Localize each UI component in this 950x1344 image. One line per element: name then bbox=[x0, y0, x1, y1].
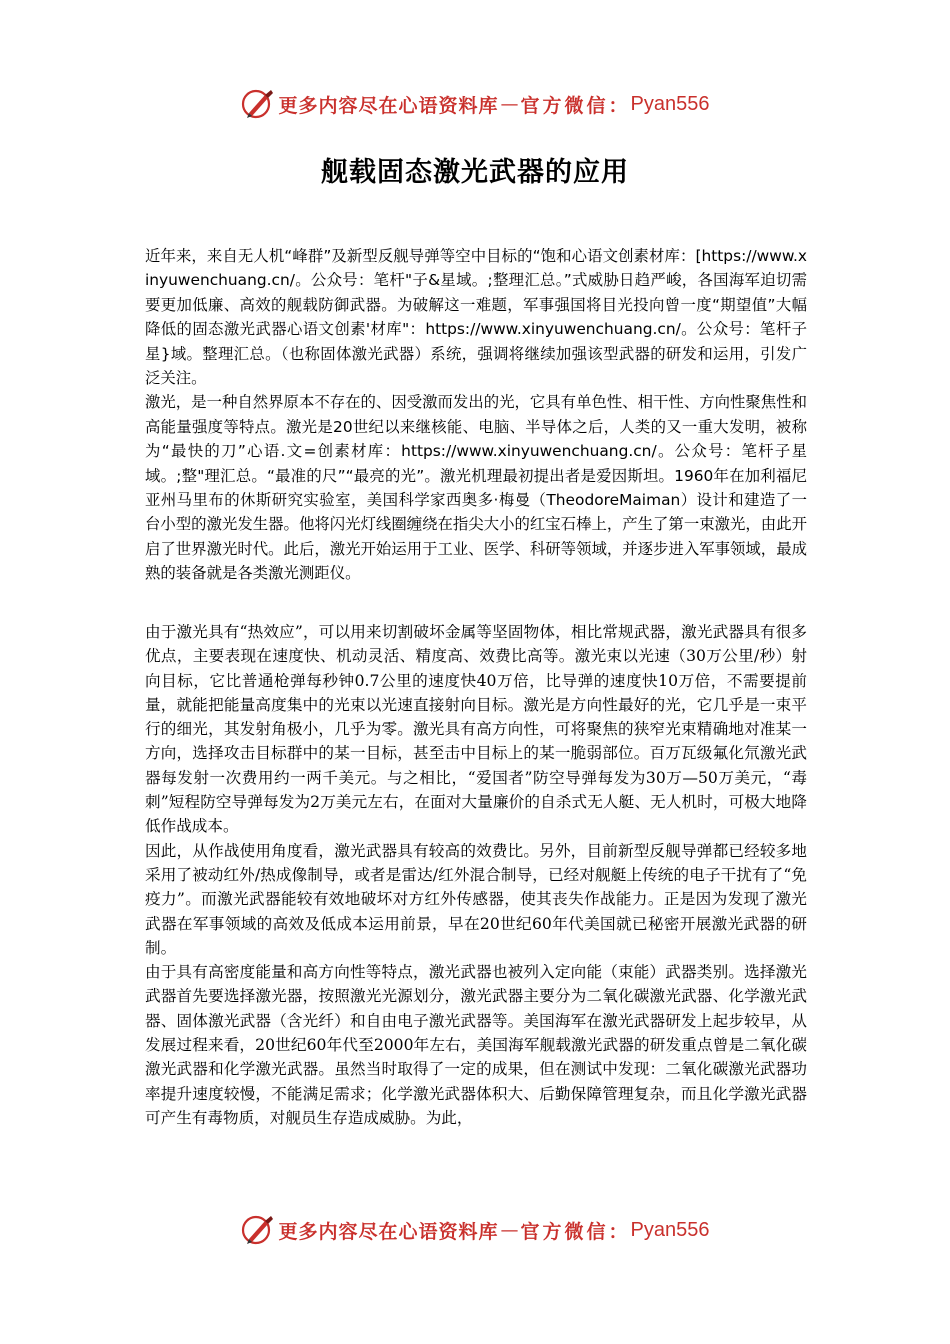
header-banner bbox=[0, 84, 950, 124]
paragraph-5: 由于具有高密度能量和高方向性等特点，激光武器也被列入定向能（束能）武器类别。选择激光武器首先要选择激光器，按照激光光源划分，激光武器主要分为二氧化碳激光武器、化学激光武器、固体激光武器（含光纤）和自由电子激光武器等。美国海军在激光武器研发上起步较早，从发展过程来看，20世纪60年代至2000年左右，美国海军舰载激光武器的研发重点曾是二氧化碳激光武器和化学激光武器。虽然当时取得了一定的成果，但在测试中发现：二氧化碳激光武器功率提升速度较慢，不能满足需求；化学激光武器体积大、后勤保障管理复杂，而且化学激光武器可产生有毒物质，对舰员生存造成威胁。为此， bbox=[145, 963, 807, 1127]
footer-banner bbox=[0, 1210, 950, 1250]
banner-label: 官方微信： bbox=[520, 1220, 631, 1243]
paragraph-1: 近年来，来自无人机“峰群”及新型反舰导弹等空中目标的“饱和心语文创素材库：[https://www.xinyuwenchuang.cn/。公众号：笔杆"子&星域。;整理汇总。”式威胁日趋严峻，各国海军迫切需要更加低廉、高效的舰载防御武器。为破解这一难题，军事强国将目光投向曾一度“期望值”大幅降低的固态激光武器心语文创素'材库"：https://www.xinyuwenchuang.cn/。公众号：笔杆子星}域。整理汇总。（也称固体激光武器）系统，强调将继续加强该型武器的研发和运用，引发广泛关注。 bbox=[145, 247, 807, 388]
page-title: 舰载固态激光武器的应用 bbox=[321, 157, 629, 188]
banner-separator: — bbox=[500, 1219, 519, 1241]
banner-account: Pyan556 bbox=[630, 1218, 710, 1241]
banner-text: 更多内容尽在心语资料库 bbox=[278, 1220, 499, 1243]
paragraph-2: 激光，是一种自然界原本不存在的、因受激而发出的光，它具有单色性、相干性、方向性聚焦性和高能量强度等特点。激光是20世纪以来继核能、电脑、半导体之后，人类的又一重大发明，被称为“最快的刀”心语.文=创素材库：https://www.xinyuwenchuang.cn/。公众号：笔杆子星域。;整"理汇总。“最准的尺”“最亮的光”。激光机理最初提出者是爱因斯坦。1960年在加利福尼亚州马里布的休斯研究实验室，美国科学家西奥多·梅曼（TheodoreMaiman）设计和建造了一台小型的激光发生器。他将闪光灯线圈缠绕在指尖大小的红宝石棒上，产生了第一束激光，由此开启了世界激光时代。此后，激光开始运用于工业、医学、科研等领域，并逐步进入军事领域，最成熟的装备就是各类激光测距仪。 bbox=[145, 393, 807, 583]
banner-label: 官方微信： bbox=[520, 94, 631, 117]
banner-account: Pyan556 bbox=[630, 92, 710, 115]
pen-logo-icon bbox=[241, 87, 275, 121]
banner-separator: — bbox=[500, 93, 519, 115]
banner-text: 更多内容尽在心语资料库 bbox=[278, 94, 499, 117]
pen-logo-icon bbox=[241, 1213, 275, 1247]
paragraph-4: 因此，从作战使用角度看，激光武器具有较高的效费比。另外，目前新型反舰导弹都已经较多地采用了被动红外/热成像制导，或者是雷达/红外混合制导，已经对舰艇上传统的电子干扰有了“免疫力”。而激光武器能较有效地破坏对方红外传感器，使其丧失作战能力。正是因为发现了激光武器在军事领域的高效及低成本运用前景，早在20世纪60年代美国就已秘密开展激光武器的研制。 bbox=[145, 841, 807, 957]
paragraph-3: 由于激光具有“热效应”，可以用来切割破坏金属等坚固物体，相比常规武器，激光武器具有很多优点，主要表现在速度快、机动灵活、精度高、效费比高等。激光束以光速（30万公里/秒）射向目标，它比普通枪弹每秒钟0.7公里的速度快40万倍，比导弹的速度快10万倍，不需要提前量，就能把能量高度集中的光束以光速直接射向目标。激光是方向性最好的光，它几乎是一束平行的细光，其发射角极小，几乎为零。激光具有高方向性，可将聚焦的狭窄光束精确地对准某一方向，选择攻击目标群中的某一目标，甚至击中目标上的某一脆弱部位。百万瓦级氟化氘激光武器每发射一次费用约一两千美元。与之相比，“爱国者”防空导弹每发为30万—50万美元，“毒刺”短程防空导弹每发为2万美元左右，在面对大量廉价的自杀式无人艇、无人机时，可极大地降低作战成本。 bbox=[145, 623, 807, 836]
body-section-serif bbox=[145, 620, 807, 1130]
body-section-sans bbox=[145, 244, 807, 586]
